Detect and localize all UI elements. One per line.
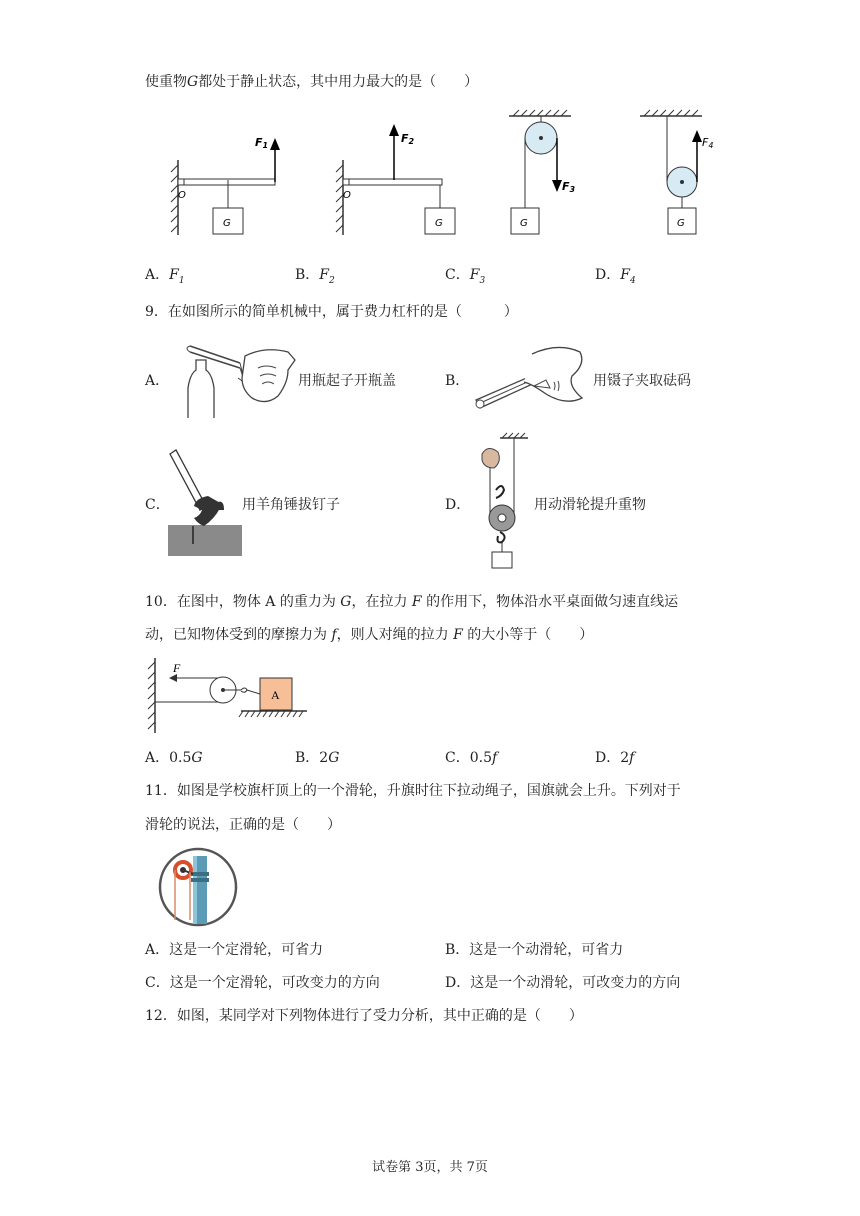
- q10-stem-line1: 10．在图中，物体 A 的重力为 G，在拉力 F 的作用下，物体沿水平桌面做匀速直线运: [145, 594, 679, 610]
- q10-option-d[interactable]: D．2f: [595, 750, 635, 766]
- q8-fig1-force-label: F1: [255, 136, 269, 150]
- q11-option-d[interactable]: D．这是一个动滑轮，可改变力的方向: [445, 975, 681, 991]
- q8-figure-fixed-pulley: [505, 110, 585, 240]
- q8-fig3-weight-label: G: [520, 218, 528, 229]
- q8-fig1-weight-label: G: [223, 218, 231, 229]
- q12-stem: 12．如图，某同学对下列物体进行了受力分析，其中正确的是（ ）: [145, 1008, 583, 1024]
- q10-fig-block-label: A: [271, 688, 280, 702]
- q11-option-a[interactable]: A．这是一个定滑轮，可省力: [145, 942, 324, 958]
- q9-movable-pulley-image: [472, 432, 532, 572]
- q9-option-d-caption: 用动滑轮提升重物: [534, 497, 646, 513]
- q8-option-a[interactable]: A．$F_1$: [145, 267, 185, 286]
- q8-option-d[interactable]: D．$F_4$: [595, 267, 636, 286]
- q8-figure-lever-1: [160, 120, 300, 240]
- q8-option-c[interactable]: C．$F_3$: [445, 267, 486, 286]
- page-footer: 试卷第 3页，共 7页: [372, 1160, 488, 1175]
- q8-fig2-force-label: F2: [401, 132, 415, 146]
- q10-stem-line2: 动，已知物体受到的摩擦力为 f，则人对绳的拉力 F 的大小等于（ ）: [145, 627, 594, 643]
- q8-fig4-weight-label: G: [677, 218, 685, 229]
- q8-fig1-pivot-label: O: [178, 190, 186, 201]
- q8-fig2-weight-label: G: [435, 218, 443, 229]
- q10-option-b[interactable]: B．2G: [295, 750, 340, 766]
- q8-figure-movable-pulley: [640, 110, 730, 240]
- q8-fig4-force-label: F4: [702, 136, 714, 150]
- q11-stem-line1: 11．如图是学校旗杆顶上的一个滑轮，升旗时往下拉动绳子，国旗就会上升。下列对于: [145, 783, 681, 799]
- q11-stem-line2: 滑轮的说法，正确的是（ ）: [145, 817, 341, 833]
- q10-option-a[interactable]: A．0.5G: [145, 750, 203, 766]
- q8-fig3-force-label: F3: [562, 180, 576, 194]
- q8-figure-lever-2: [325, 120, 465, 240]
- q9-option-c-caption: 用羊角锤拔钉子: [242, 497, 340, 513]
- q9-stem: 9．在如图所示的简单机械中，属于费力杠杆的是（ ）: [145, 304, 518, 320]
- q11-option-b[interactable]: B．这是一个动滑轮，可省力: [445, 942, 624, 958]
- q11-option-c[interactable]: C．这是一个定滑轮，可改变力的方向: [145, 975, 380, 991]
- q9-option-a-caption: 用瓶起子开瓶盖: [298, 373, 396, 389]
- q9-tweezers-image: [472, 342, 592, 417]
- q8-stem: 使重物G都处于静止状态，其中用力最大的是（ ）: [145, 74, 479, 90]
- q9-option-b-letter[interactable]: B．: [445, 373, 470, 389]
- q9-option-c-letter[interactable]: C．: [145, 497, 170, 513]
- q9-bottle-opener-image: [170, 338, 300, 418]
- q9-option-d-letter[interactable]: D．: [445, 497, 471, 513]
- q10-fig-force-label: F: [173, 661, 181, 675]
- q8-option-b[interactable]: B．$F_2$: [295, 267, 335, 286]
- q9-option-a-letter[interactable]: A．: [145, 373, 170, 389]
- q10-figure-pulley-block: [145, 658, 315, 736]
- q9-claw-hammer-image: [168, 448, 248, 558]
- q11-flagpole-pulley-image: [157, 848, 239, 926]
- q8-fig2-pivot-label: O: [343, 190, 351, 201]
- q10-option-c[interactable]: C．0.5f: [445, 750, 498, 766]
- q9-option-b-caption: 用镊子夹取砝码: [593, 373, 691, 389]
